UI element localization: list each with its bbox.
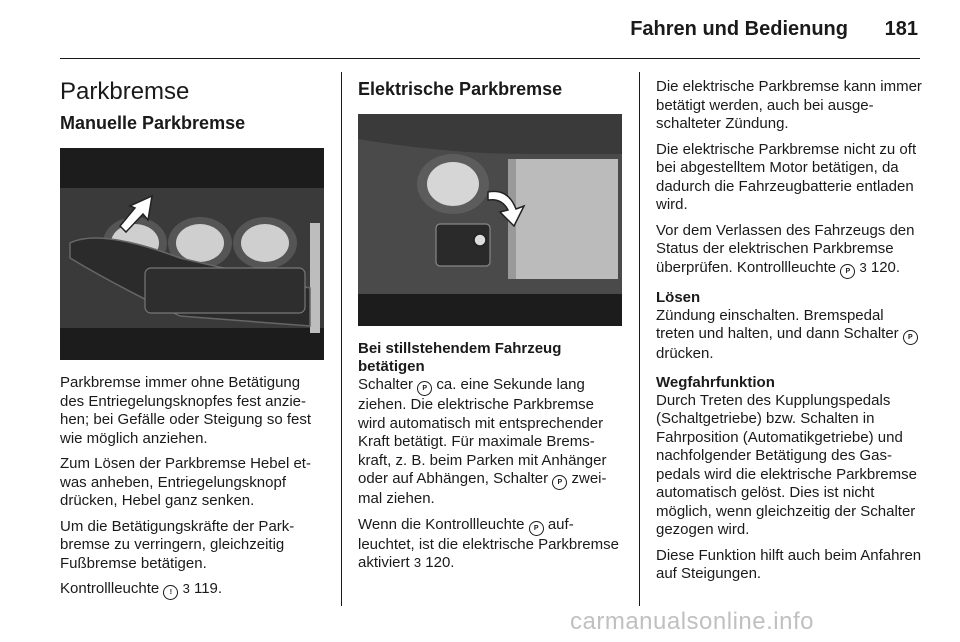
paragraph-reference: Kontrollleuchte ! 3 119. (60, 580, 324, 600)
page-header (0, 0, 960, 60)
subsection-title-manual: Manuelle Parkbremse (60, 113, 246, 133)
paragraph: Parkbremse immer ohne Betätigung des Entriegelungsknopfes fest anziehen; bei Gefälle oder Steigung so fest wie möglich anziehen. (60, 374, 312, 447)
electric-parking-brake-icon: P (417, 381, 432, 396)
paragraph: Zum Lösen der Parkbremse Hebel etwas anheben, Entriegelungsknopf drücken, Hebel ganz senken. (60, 455, 311, 509)
paragraph: Vor dem Verlassen des Fahrzeugs den Status der elektrischen Parkbremse überprüfen. Kontrollleuchte P 3 120. (656, 222, 922, 279)
column-3 (656, 72, 922, 591)
header-title: Fahren und Bedienung (630, 18, 848, 40)
subsection-title-electric: Elektrische Parkbremse (358, 79, 563, 99)
watermark: carmanualsonline.info (570, 608, 814, 635)
paragraph: Schalter P ca. eine Sekunde lang ziehen. Die elektrische Parkbremse wird automatisch mit entsprechender Kraft betätigt. Für maximale Bremskraft, z. B. beim Parken mit Anhänger oder auf Abhängen, Schalter P zweimal ziehen. (358, 376, 607, 507)
electric-parking-brake-icon: P (840, 264, 855, 279)
page-reference-arrow: 3 (182, 581, 190, 596)
manual-parking-brake-illustration (60, 148, 324, 360)
column-divider-2 (639, 72, 640, 606)
electric-parking-brake-icon: P (529, 521, 544, 536)
column-divider-1 (341, 72, 342, 606)
header-rule (60, 58, 920, 59)
page-number: 181 (884, 18, 918, 40)
paragraph: Diese Funktion hilft auch beim Anfahren auf Steigungen. (656, 546, 922, 582)
brake-warning-icon: ! (163, 585, 178, 600)
heading-release: Lösen (656, 288, 701, 306)
section-title: Parkbremse (60, 78, 190, 105)
paragraph: Zündung einschalten. Bremspedal treten und halten, und dann Schalter P drücken. (656, 307, 922, 364)
paragraph: Um die Betätigungskräfte der Parkbremse zu verringern, gleichzeitig Fußbremse betätigen. (60, 517, 295, 572)
heading-apply: Bei stillstehendem Fahrzeug betätigen (358, 340, 562, 375)
electric-parking-brake-icon: P (552, 475, 567, 490)
page-reference-arrow: 3 (859, 259, 867, 275)
electric-parking-brake-icon: P (903, 330, 918, 345)
page-reference-arrow: 3 (413, 555, 422, 570)
column-1 (60, 72, 324, 607)
paragraph: Wenn die Kontrollleuchte P aufleuchtet, ist die elektrische Parkbremse aktiviert 3 120. (358, 515, 619, 571)
paragraph: Die elektrische Parkbremse nicht zu oft bei abgestelltem Motor betätigen, da dadurch die Fahrzeugbatterie entladen wird. (656, 140, 917, 213)
heading-drive-away: Wegfahrfunktion (656, 373, 775, 391)
electric-parking-brake-illustration (358, 114, 622, 326)
column-2 (358, 72, 622, 580)
paragraph: Die elektrische Parkbremse kann immer betätigt werden, auch bei ausgeschalteter Zündung. (656, 78, 922, 132)
paragraph: Durch Treten des Kupplungspedals (Schaltgetriebe) bzw. Schalten in Fahrposition (Automatikgetriebe) und nachfolgender Betätigung des Gaspedals wird die elektrische Parkbremse automatisch gelöst. Dies ist nicht möglich, wenn gleichzeitig der Schalter gezogen wird. (656, 391, 917, 538)
